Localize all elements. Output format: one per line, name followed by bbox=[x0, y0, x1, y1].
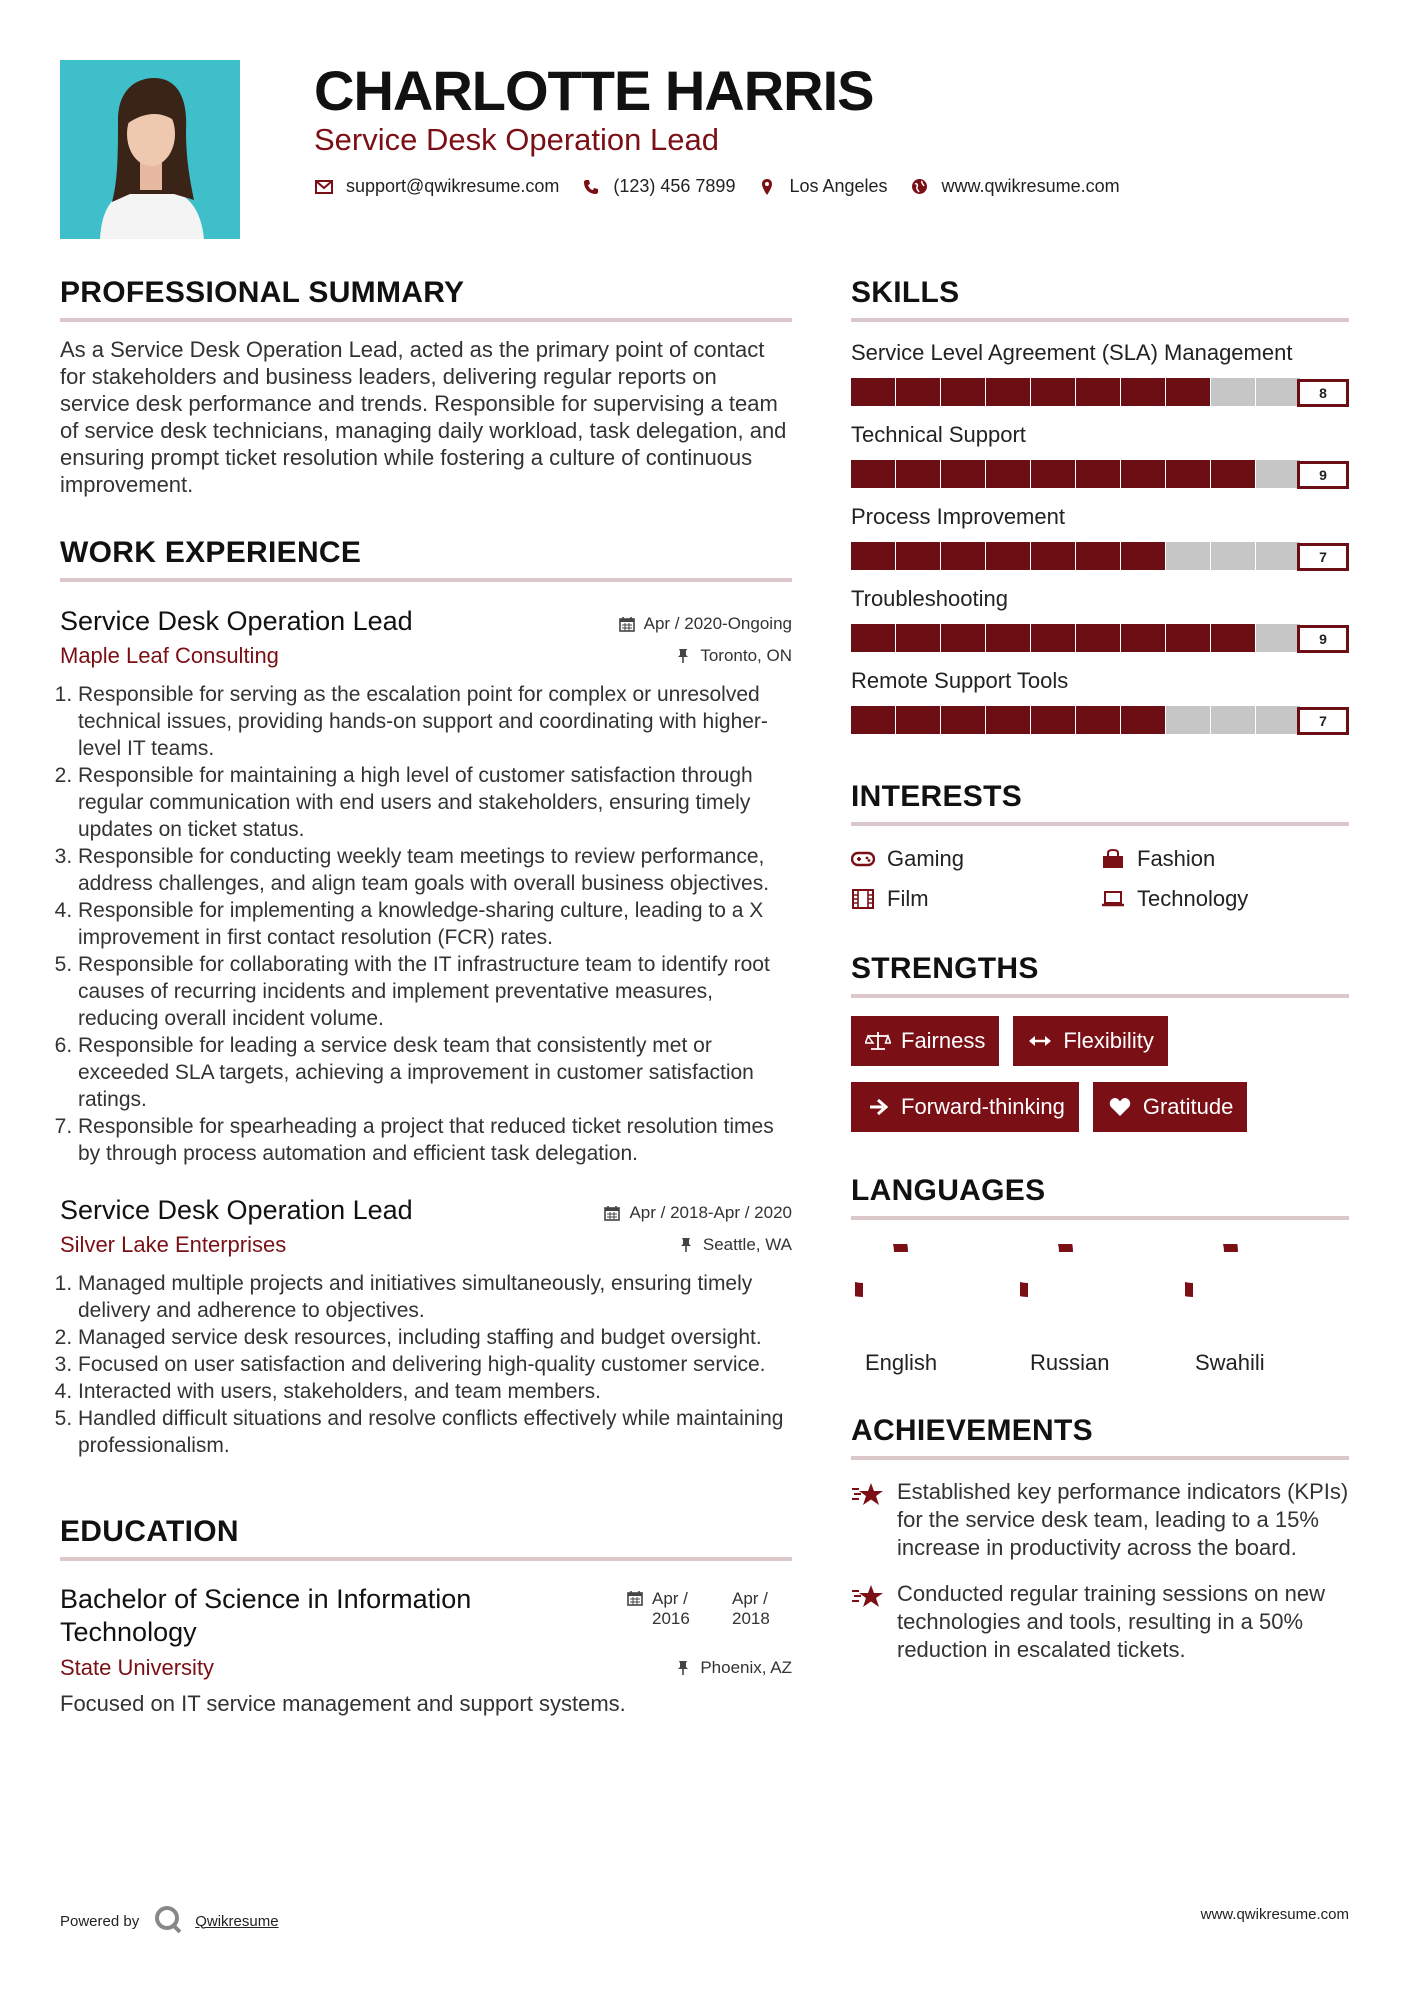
skill-segment bbox=[1031, 378, 1075, 406]
map-pin-icon bbox=[757, 177, 777, 197]
arrows-horizontal-icon bbox=[1027, 1030, 1053, 1052]
skill-segment bbox=[1121, 706, 1165, 734]
education-degree: Bachelor of Science in Information Technology bbox=[60, 1584, 472, 1647]
pushpin-icon bbox=[674, 647, 692, 665]
footer-website[interactable]: www.qwikresume.com bbox=[1200, 1906, 1349, 1923]
achievement-item: Established key performance indicators (KPIs) for the service desk team, leading to a 15% increase in productivity across the board. bbox=[851, 1478, 1349, 1562]
job-entry bbox=[60, 606, 792, 1167]
left-column bbox=[60, 276, 792, 1717]
profile-photo bbox=[60, 60, 240, 239]
skill-level-bar bbox=[851, 624, 1349, 652]
right-column bbox=[851, 276, 1349, 1664]
skill-segment bbox=[1166, 378, 1210, 406]
language-item bbox=[1181, 1244, 1346, 1376]
job-bullets bbox=[60, 1270, 792, 1459]
interests-list bbox=[851, 846, 1349, 912]
language-level-ring bbox=[1020, 1244, 1112, 1336]
strengths-list bbox=[851, 1016, 1351, 1148]
job-location: Seattle, WA bbox=[677, 1235, 792, 1255]
skill-segment bbox=[1031, 706, 1075, 734]
skill-segment bbox=[1166, 542, 1210, 570]
list-item: 3. Responsible for conducting weekly team meetings to review performance, address challenges, and align team goals with overall business objectives. bbox=[78, 843, 792, 897]
scale-icon bbox=[865, 1030, 891, 1052]
skill-segment bbox=[851, 460, 895, 488]
interest-item: Technology bbox=[1101, 886, 1341, 912]
achievement-item: Conducted regular training sessions on new technologies and tools, resulting in a 50% reduction in escalated tickets. bbox=[851, 1580, 1349, 1664]
skill-segment bbox=[1211, 706, 1255, 734]
job-company: Maple Leaf Consulting bbox=[60, 643, 279, 668]
list-item: 2. Managed service desk resources, including staffing and budget oversight. bbox=[78, 1324, 792, 1351]
job-company: Silver Lake Enterprises bbox=[60, 1232, 287, 1257]
contact-website[interactable]: www.qwikresume.com bbox=[941, 176, 1120, 196]
education-dates bbox=[626, 1589, 792, 1629]
skill-segment bbox=[1256, 378, 1300, 406]
contact-bar bbox=[314, 176, 1142, 197]
pushpin-icon bbox=[674, 1659, 692, 1677]
strength-chip: Gratitude bbox=[1093, 1082, 1248, 1132]
education-heading: EDUCATION bbox=[60, 1515, 792, 1561]
skill-segment bbox=[1256, 542, 1300, 570]
skill-level-value: 9 bbox=[1297, 625, 1349, 653]
language-level-ring bbox=[855, 1244, 947, 1336]
language-level-arc bbox=[1185, 1244, 1231, 1290]
skill-segment bbox=[1121, 624, 1165, 652]
skill-item bbox=[851, 586, 1349, 652]
skill-segment bbox=[851, 624, 895, 652]
experience-heading: WORK EXPERIENCE bbox=[60, 536, 792, 582]
list-item: 4. Interacted with users, stakeholders, and team members. bbox=[78, 1378, 792, 1405]
skill-name: Technical Support bbox=[851, 422, 1026, 447]
bag-icon bbox=[1101, 848, 1125, 870]
skill-item bbox=[851, 422, 1349, 488]
skill-segment bbox=[1211, 542, 1255, 570]
education-end: Apr / 2018 bbox=[732, 1589, 770, 1628]
star-icon bbox=[851, 1480, 885, 1508]
skill-segment bbox=[896, 624, 940, 652]
envelope-icon bbox=[314, 177, 334, 197]
job-entry bbox=[60, 1195, 792, 1459]
skill-segment bbox=[851, 542, 895, 570]
languages-heading: LANGUAGES bbox=[851, 1174, 1349, 1220]
skill-name: Troubleshooting bbox=[851, 586, 1008, 611]
skills-heading: SKILLS bbox=[851, 276, 1349, 322]
skill-segment bbox=[896, 706, 940, 734]
skill-segment bbox=[986, 624, 1030, 652]
summary-heading: PROFESSIONAL SUMMARY bbox=[60, 276, 792, 322]
skill-level-bar bbox=[851, 706, 1349, 734]
language-level-arc bbox=[1020, 1244, 1066, 1290]
footer-brand-link[interactable]: Qwikresume bbox=[195, 1912, 279, 1930]
skill-segment bbox=[851, 706, 895, 734]
language-name: Swahili bbox=[1195, 1350, 1265, 1375]
skill-segment bbox=[1256, 460, 1300, 488]
achievements-heading: ACHIEVEMENTS bbox=[851, 1414, 1349, 1460]
arrow-right-icon bbox=[865, 1096, 891, 1118]
list-item: 7. Responsible for spearheading a project that reduced ticket resolution times by through process automation and efficient task delegation. bbox=[78, 1113, 792, 1167]
skill-segment bbox=[1166, 624, 1210, 652]
interest-item: Fashion bbox=[1101, 846, 1341, 872]
skill-segment bbox=[1211, 460, 1255, 488]
skill-segment bbox=[1166, 460, 1210, 488]
job-title: Service Desk Operation Lead bbox=[60, 606, 413, 636]
skill-segment bbox=[1121, 378, 1165, 406]
interest-item: Gaming bbox=[851, 846, 1101, 872]
list-item: 2. Responsible for maintaining a high level of customer satisfaction through regular communication with end users and stakeholders, ensuring timely updates on ticket status. bbox=[78, 762, 792, 843]
skills-list bbox=[851, 340, 1349, 734]
job-dates: Apr / 2020-Ongoing bbox=[618, 614, 792, 634]
job-location: Toronto, ON bbox=[674, 646, 792, 666]
contact-email[interactable]: support@qwikresume.com bbox=[346, 176, 560, 196]
strengths-heading: STRENGTHS bbox=[851, 952, 1349, 998]
calendar-icon bbox=[603, 1204, 621, 1222]
list-item: 5. Responsible for collaborating with the IT infrastructure team to identify root causes of recurring incidents and implement preventative measures, reducing overall incident volume. bbox=[78, 951, 792, 1032]
list-item: 5. Handled difficult situations and resolve conflicts effectively while maintaining professionalism. bbox=[78, 1405, 792, 1459]
calendar-icon bbox=[626, 1589, 644, 1607]
skill-level-value: 8 bbox=[1297, 379, 1349, 407]
skill-item bbox=[851, 340, 1349, 406]
candidate-title: Service Desk Operation Lead bbox=[314, 122, 719, 157]
candidate-name: CHARLOTTE HARRIS bbox=[314, 59, 874, 122]
skill-segment bbox=[896, 378, 940, 406]
skill-name: Remote Support Tools bbox=[851, 668, 1069, 693]
skill-segment bbox=[941, 706, 985, 734]
skill-segment bbox=[1076, 624, 1120, 652]
qwikresume-logo-icon bbox=[153, 1904, 183, 1938]
language-item bbox=[851, 1244, 1016, 1376]
languages-list bbox=[851, 1244, 1349, 1376]
education-description: Focused on IT service management and support systems. bbox=[60, 1691, 626, 1716]
skill-segment bbox=[986, 542, 1030, 570]
calendar-icon bbox=[618, 615, 636, 633]
summary-text: As a Service Desk Operation Lead, acted as the primary point of contact for stakeholders and business leaders, delivering regular reports on service desk performance and trends. Responsible for supervising a team of service desk technicians, managing daily workload, task delegation, and ensuring prompt ticket resolution while fostering a culture of continuous improvement. bbox=[60, 337, 787, 497]
list-item: 6. Responsible for leading a service desk team that consistently met or exceeded SLA targets, achieving a improvement in customer satisfaction ratings. bbox=[78, 1032, 792, 1113]
gamepad-icon bbox=[851, 848, 875, 870]
strength-chip: Flexibility bbox=[1013, 1016, 1167, 1066]
list-item: 4. Responsible for implementing a knowledge-sharing culture, leading to a X improvement in first contact resolution (FCR) rates. bbox=[78, 897, 792, 951]
interests-heading: INTERESTS bbox=[851, 780, 1349, 826]
skill-segment bbox=[986, 706, 1030, 734]
skill-segment bbox=[1076, 378, 1120, 406]
skill-segment bbox=[1211, 624, 1255, 652]
skill-segment bbox=[851, 378, 895, 406]
skill-segment bbox=[1166, 706, 1210, 734]
skill-segment bbox=[1256, 624, 1300, 652]
skill-segment bbox=[941, 460, 985, 488]
skill-segment bbox=[941, 624, 985, 652]
skill-level-value: 7 bbox=[1297, 707, 1349, 735]
laptop-icon bbox=[1101, 888, 1125, 910]
language-name: English bbox=[865, 1350, 938, 1375]
list-item: 1. Responsible for serving as the escalation point for complex or unresolved technical issues, providing hands-on support and coordinating with higher-level IT teams. bbox=[78, 681, 792, 762]
skill-level-bar bbox=[851, 460, 1349, 488]
skill-level-value: 9 bbox=[1297, 461, 1349, 489]
strength-chip: Forward-thinking bbox=[851, 1082, 1079, 1132]
star-icon bbox=[851, 1582, 885, 1610]
job-bullets bbox=[60, 681, 792, 1167]
list-item: 3. Focused on user satisfaction and delivering high-quality customer service. bbox=[78, 1351, 792, 1378]
skill-level-bar bbox=[851, 378, 1349, 406]
skill-segment bbox=[1076, 460, 1120, 488]
skill-item bbox=[851, 668, 1349, 734]
interest-item: Film bbox=[851, 886, 1101, 912]
education-start: Apr / 2016 bbox=[652, 1589, 690, 1628]
skill-segment bbox=[1076, 706, 1120, 734]
skill-segment bbox=[1031, 624, 1075, 652]
pushpin-icon bbox=[677, 1236, 695, 1254]
film-icon bbox=[851, 888, 875, 910]
skill-segment bbox=[1121, 542, 1165, 570]
skill-segment bbox=[1121, 460, 1165, 488]
contact-location: Los Angeles bbox=[789, 176, 888, 196]
phone-icon bbox=[581, 177, 601, 197]
education-location: Phoenix, AZ bbox=[674, 1658, 792, 1678]
skill-segment bbox=[1031, 460, 1075, 488]
skill-segment bbox=[1031, 542, 1075, 570]
language-name: Russian bbox=[1030, 1350, 1110, 1375]
heart-icon bbox=[1107, 1096, 1133, 1118]
skill-name: Process Improvement bbox=[851, 504, 1065, 529]
skill-item bbox=[851, 504, 1349, 570]
language-item bbox=[1016, 1244, 1181, 1376]
skill-level-value: 7 bbox=[1297, 543, 1349, 571]
skill-segment bbox=[1256, 706, 1300, 734]
skill-level-bar bbox=[851, 542, 1349, 570]
skill-segment bbox=[896, 542, 940, 570]
skill-segment bbox=[986, 378, 1030, 406]
skill-segment bbox=[941, 542, 985, 570]
language-level-ring bbox=[1185, 1244, 1277, 1336]
skill-segment bbox=[896, 460, 940, 488]
skill-segment bbox=[1211, 378, 1255, 406]
contact-phone[interactable]: (123) 456 7899 bbox=[613, 176, 736, 196]
job-title: Service Desk Operation Lead bbox=[60, 1195, 413, 1225]
skill-name: Service Level Agreement (SLA) Management bbox=[851, 340, 1293, 365]
job-dates: Apr / 2018-Apr / 2020 bbox=[603, 1203, 792, 1223]
strength-chip: Fairness bbox=[851, 1016, 999, 1066]
education-entry bbox=[60, 1583, 792, 1649]
skill-segment bbox=[941, 378, 985, 406]
skill-segment bbox=[1076, 542, 1120, 570]
list-item: 1. Managed multiple projects and initiatives simultaneously, ensuring timely delivery and adherence to objectives. bbox=[78, 1270, 792, 1324]
language-level-arc bbox=[855, 1244, 901, 1290]
globe-icon bbox=[910, 177, 930, 197]
education-school: State University bbox=[60, 1655, 215, 1680]
footer-powered-by: Powered by Qwikresume bbox=[60, 1904, 279, 1938]
skill-segment bbox=[986, 460, 1030, 488]
